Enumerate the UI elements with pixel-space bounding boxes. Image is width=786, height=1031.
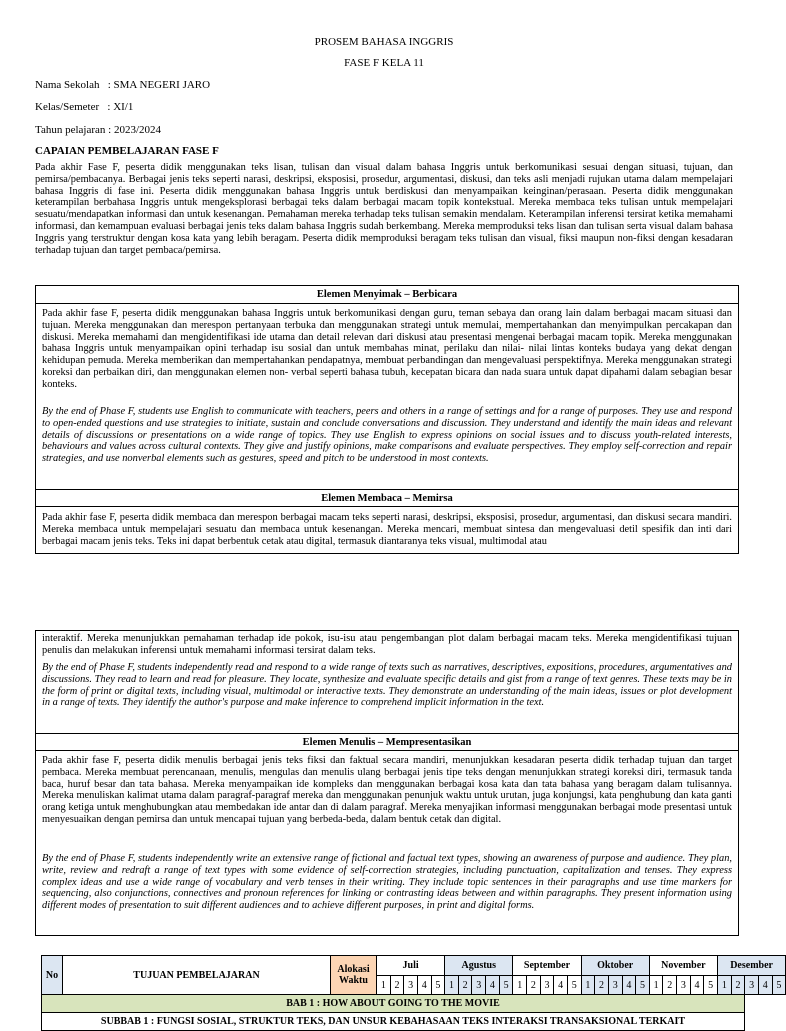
col-no-header: No [41,955,63,995]
week-header-oktober-3: 3 [608,975,623,995]
week-header-oktober-4: 4 [622,975,637,995]
week-header-agustus-3: 3 [471,975,486,995]
bab-row: BAB 1 : HOW ABOUT GOING TO THE MOVIE [41,994,745,1013]
schedule-table [41,955,782,1027]
week-header-desember-5: 5 [772,975,786,995]
week-header-oktober-2: 2 [594,975,609,995]
menulis-text-en: By the end of Phase F, students independently write an extensive range of fictional and factual text types, showing an awareness of purpose and audience. They plan, write, review and redraft a range of text types with some evidence of self-correction strategies, including punctuation, capitalization and tenses. They express complex ideas and use a wide range of vocabulary and verb tenses in their writing. They include topic sentences in their paragraphs and use time markers for sequencing, also conjunctions, connectives and pronoun references for linking or contrasting ideas between and within paragraphs. They present information using different modes of presentation to suit different audiences and to achieve different purposes, in print and digital forms. [42,853,732,912]
school-name: Nama Sekolah : SMA NEGERI JARO [35,79,211,91]
week-header-november-4: 4 [690,975,705,995]
month-header-desember: Desember [717,955,786,976]
month-header-november: November [649,955,718,976]
menyimak-heading: Elemen Menyimak – Berbicara [36,286,738,304]
week-header-oktober-1: 1 [581,975,596,995]
month-header-oktober: Oktober [581,955,650,976]
week-header-desember-1: 1 [717,975,732,995]
month-header-juli: Juli [376,955,445,976]
week-header-juli-5: 5 [431,975,446,995]
menulis-heading: Elemen Menulis – Mempresentasikan [36,733,738,751]
week-header-september-4: 4 [553,975,568,995]
membaca-heading: Elemen Membaca – Memirsa [36,489,738,507]
document-subtitle: FASE F KELA 11 [344,57,424,69]
document-title: PROSEM BAHASA INGGRIS [314,36,454,48]
week-header-desember-3: 3 [744,975,759,995]
col-alokasi-header: Alokasi Waktu [330,955,377,995]
week-header-agustus-2: 2 [458,975,473,995]
week-header-november-5: 5 [703,975,718,995]
month-header-september: September [512,955,581,976]
membaca-text-id-top: Pada akhir fase F, peserta didik membaca dan merespon berbagai macam teks seperti narasi, deskripsi, eksposisi, prosedur, argumentasi, dan diskusi secara mandiri. Mereka membaca untuk mempelajari sesuatu dan membaca untuk kesenangan. Mereka mencari, membuat sintesa dan mengevaluasi detil spesifik dan inti dari berbagai macam jenis teks. Teks ini dapat berbentuk cetak atau digital, termasuk diantaranya teks visual, multimodal atau [42,512,732,547]
week-header-september-5: 5 [567,975,582,995]
menyimak-text-en: By the end of Phase F, students use English to communicate with teachers, peers and others in a range of settings and for a range of purposes. They use and respond to open-ended questions and use strategies to initiate, sustain and conclude conversations and discussion. They understand and identify the main ideas and relevant details of discussions or presentations on a wide range of topics. They use English to express opinions on social issues and to discuss youth-related interests, behaviours and values across cultural contexts. They give and justify opinions, make comparisons and evaluate perspectives. They employ self-correction and repair strategies, and use nonverbal elements such as gestures, speed and pitch to be understood in most contexts. [42,406,732,465]
week-header-juli-2: 2 [390,975,405,995]
academic-year: Tahun pelajaran : 2023/2024 [35,124,162,136]
col-tujuan-header: TUJUAN PEMBELAJARAN [62,955,331,995]
membaca-text-en: By the end of Phase F, students independently read and respond to a wide range of texts such as narratives, descriptives, expositions, procedures, argumentatives and discussions. They read to learn and read for pleasure. They locate, synthesize and evaluate specific details and gist from a range of text genres. These texts may be in the form of print or digital texts, including visual, multimodal or interactive texts. They demonstrate an understanding of the main ideas, issues or plot development in a range of texts. They identify the author's purpose and make inference to comprehend implicit information in the text. [42,662,732,709]
month-header-agustus: Agustus [444,955,513,976]
week-header-november-2: 2 [662,975,677,995]
week-header-september-3: 3 [540,975,555,995]
capaian-text: Pada akhir Fase F, peserta didik menggunakan teks lisan, tulisan dan visual dalam bahasa Inggris untuk berkomunikasi sesuai dengan situasi, tujuan, dan pemirsa/pembacanya. Berbagai jenis teks seperti narasi, deskripsi, eksposisi, prosedur, argumentasi, diskusi, dan teks asli menjadi rujukan utama dalam mempelajari bahasa Inggris di fase ini. Peserta didik menggunakan bahasa Inggris untuk berdiskusi dan menyampaikan keinginan/perasaan. Peserta didik menggunakan keterampilan berbahasa Inggris untuk mengeksplorasi berbagai teks dalam berbagai macam topik kontekstual. Mereka membaca teks tulisan untuk mempelajari sesuatu/mendapatkan informasi dan untuk kesenangan. Pemahaman mereka terhadap teks tulisan semakin mendalam. Keterampilan inferensi tersirat ketika memahami informasi, dan kemampuan evaluasi berbagai jenis teks dalam bahasa Inggris sudah berkembang. Mereka memproduksi teks lisan dan tulisan serta visual dalam bahasa Inggris yang terstruktur dengan kosa kata yang lebih beragam. Peserta didik memproduksi beragam teks tulisan dan visual, fiksi maupun non-fiksi dengan kesadaran terhadap tujuan dan target pembaca/pemirsa. [35,162,733,256]
week-header-agustus-5: 5 [499,975,514,995]
week-header-juli-4: 4 [417,975,432,995]
membaca-text-id-bottom: interaktif. Mereka menunjukkan pemahaman terhadap ide pokok, isu-isu atau pengembangan plot dalam berbagai macam teks. Mereka mengidentifikasi tujuan penulis dan melakukan inferensi untuk memahami informasi tersirat dalam teks. [42,633,732,656]
week-header-september-1: 1 [512,975,527,995]
menyimak-text-id: Pada akhir fase F, peserta didik menggunakan bahasa Inggris untuk berkomunikasi dengan guru, teman sebaya dan orang lain dalam berbagai macam situasi dan tujuan. Mereka menggunakan dan merespon pertanyaan terbuka dan menggunakan strategi untuk memulai, mempertahankan dan menyimpulkan percakapan dan diskusi. Mereka memahami dan mengidentifikasi ide utama dan detail relevan dari diskusi atau presentasi mengenai berbagai macam topik. Mereka menggunakan bahasa Inggris untuk menyampaikan opini terhadap isu sosial dan untuk membahas minat, perilaku dan nilai- nilai lintas konteks budaya yang dekat dengan kehidupan pemuda. Mereka memberikan dan mempertahankan pendapatnya, membuat perbandingan dan mengevaluasi perspektifnya. Mereka menggunakan strategi koreksi dan perbaikan diri, dan menggunakan elemen non- verbal seperti bahasa tubuh, kecepatan bicara dan nada suara untuk dapat dipahami dalam sebagian besar konteks. [42,308,732,390]
elements-box-bottom [35,630,739,936]
week-header-november-1: 1 [649,975,664,995]
elements-box-top [35,285,739,554]
menulis-text-id: Pada akhir fase F, peserta didik menulis berbagai jenis teks fiksi dan faktual secara mandiri, menunjukkan kesadaran peserta didik terhadap tujuan dan target pembaca. Mereka membuat perencanaan, menulis, mengulas dan menulis ulang berbagai jenis tipe teks dengan menunjukkan strategi koreksi diri, termasuk tanda baca, huruf besar dan tata bahasa. Mereka menyampaikan ide kompleks dan menggunakan berbagai kosa kata dan tata bahasa yang beragam dalam tulisannya. Mereka menuliskan kalimat utama dalam paragraf-paragraf mereka dan menggunakan penunjuk waktu untuk urutan, juga konjungsi, kata penghubung dan kata ganti orang ketiga untuk menghubungkan atau membedakan ide antar dan di dalam paragraf. Mereka menyajikan informasi menggunakan berbagai mode presentasi untuk menyesuaikan dengan pemirsa dan untuk mencapai tujuan yang berbeda-beda, dalam bentuk cetak dan digital. [42,755,732,825]
week-header-september-2: 2 [526,975,541,995]
week-header-desember-4: 4 [758,975,773,995]
week-header-november-3: 3 [676,975,691,995]
week-header-agustus-1: 1 [444,975,459,995]
class-semester: Kelas/Semeter : XI/1 [35,101,134,113]
week-header-agustus-4: 4 [485,975,500,995]
week-header-desember-2: 2 [731,975,746,995]
week-header-juli-1: 1 [376,975,391,995]
capaian-heading: CAPAIAN PEMBELAJARAN FASE F [35,145,219,157]
week-header-juli-3: 3 [403,975,418,995]
subbab-row: SUBBAB 1 : FUNGSI SOSIAL, STRUKTUR TEKS, DAN UNSUR KEBAHASAAN TEKS INTERAKSI TRANSAKSIONAL TERKAIT [41,1012,745,1031]
week-header-oktober-5: 5 [635,975,650,995]
